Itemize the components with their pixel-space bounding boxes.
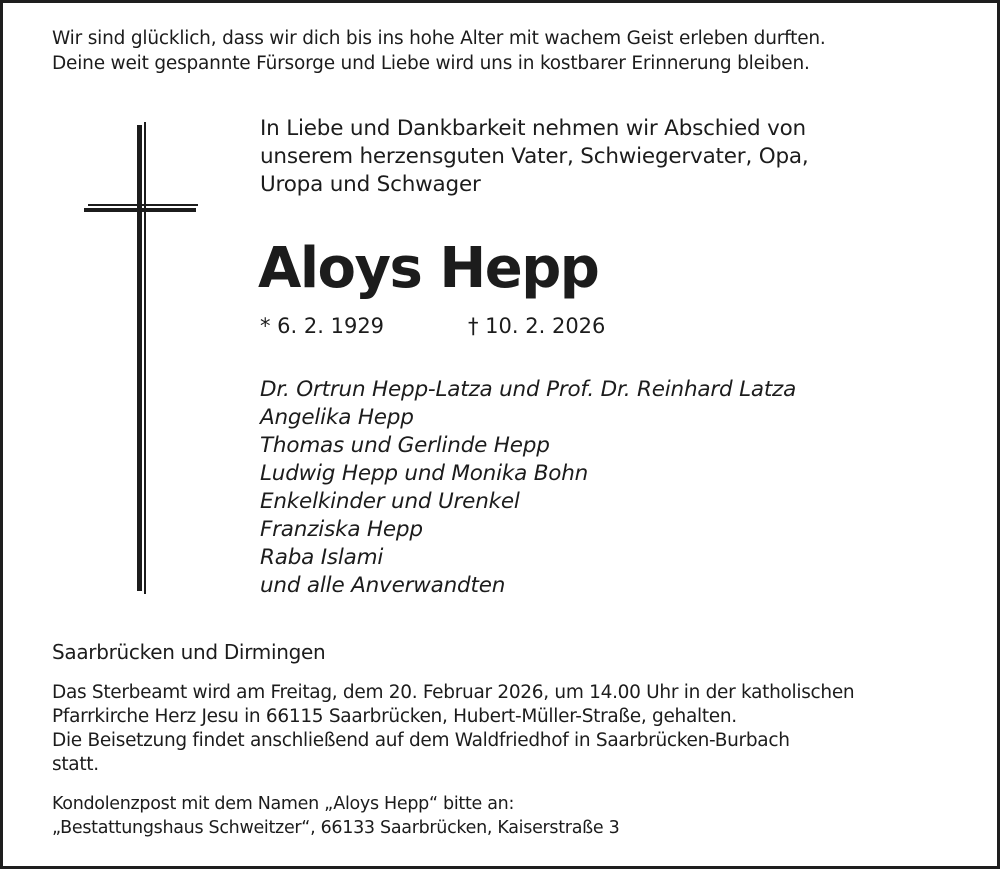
lead-line-3: Uropa und Schwager [260, 172, 481, 197]
condolence-line-1: Kondolenzpost mit dem Namen „Aloys Hepp“ bitte an: [52, 794, 515, 814]
service-line-4: statt. [52, 754, 99, 775]
birth-date: * 6. 2. 1929 [260, 314, 385, 338]
service-line-3: Die Beisetzung findet anschließend auf dem Waldfriedhof in Saarbrücken-Burbach [52, 730, 790, 751]
places: Saarbrücken und Dirmingen [52, 640, 326, 664]
deceased-name: Aloys Hepp [258, 236, 599, 301]
mourner: Dr. Ortrun Hepp-Latza und Prof. Dr. Reinhard Latza [260, 377, 797, 402]
intro-line-2: Deine weit gespannte Fürsorge und Liebe wird uns in kostbarer Erinnerung bleiben. [52, 53, 810, 74]
mourner: und alle Anverwandten [260, 573, 506, 598]
lead-line-1: In Liebe und Dankbarkeit nehmen wir Abschied von [260, 116, 806, 141]
intro-line-1: Wir sind glücklich, dass wir dich bis ins hohe Alter mit wachem Geist erleben durften. [52, 28, 826, 49]
mourner: Raba Islami [260, 545, 384, 570]
condolence-line-2: „Bestattungshaus Schweitzer“, 66133 Saarbrücken, Kaiserstraße 3 [52, 818, 620, 838]
mourner: Thomas und Gerlinde Hepp [260, 433, 550, 458]
service-line-2: Pfarrkirche Herz Jesu in 66115 Saarbrücken, Hubert-Müller-Straße, gehalten. [52, 706, 737, 727]
service-line-1: Das Sterbeamt wird am Freitag, dem 20. Februar 2026, um 14.00 Uhr in der katholischen [52, 682, 855, 703]
mourner: Angelika Hepp [260, 405, 414, 430]
mourner: Ludwig Hepp und Monika Bohn [260, 461, 589, 486]
mourner: Enkelkinder und Urenkel [260, 489, 520, 514]
death-date: † 10. 2. 2026 [468, 314, 606, 338]
mourner: Franziska Hepp [260, 517, 423, 542]
lead-line-2: unserem herzensguten Vater, Schwiegervater, Opa, [260, 144, 809, 169]
